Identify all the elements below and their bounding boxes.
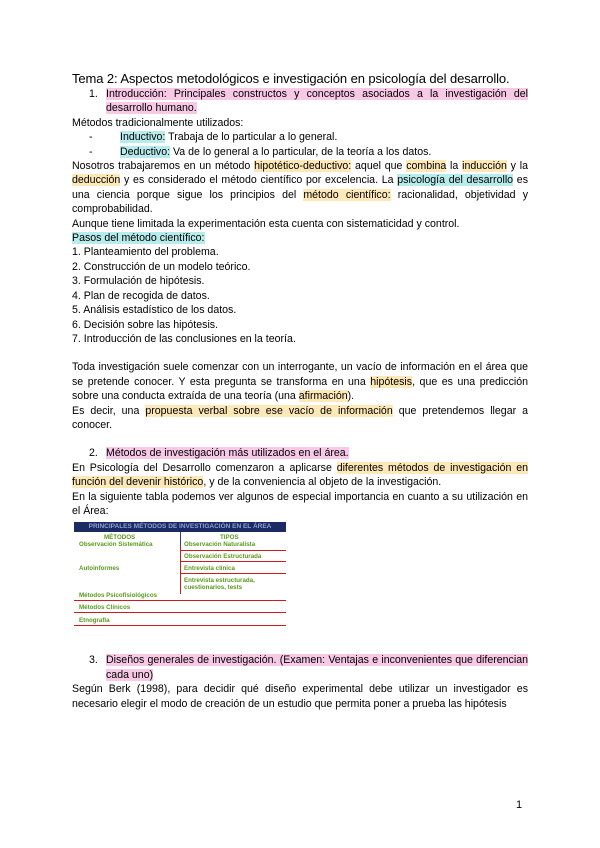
document-title: Tema 2: Aspectos metodológicos e investigación en psicología del desarrollo.	[72, 71, 510, 86]
section-2-number: 2.	[89, 447, 98, 460]
method-term: Deductivo:	[120, 145, 171, 158]
highlight-diferentes-metodos: diferentes métodos de investigación en función del devenir histórico	[72, 461, 528, 489]
dash-bullet: -	[89, 131, 93, 144]
document-page	[72, 70, 528, 711]
section-3-number: 3.	[89, 654, 98, 667]
table-cell-etnografia: Etnografía	[79, 617, 110, 625]
dash-bullet: -	[89, 145, 93, 158]
table-cell-obs-naturalista: Observación Naturalista	[184, 541, 256, 549]
paragraph-verbal-proposal: Es decir, una propuesta verbal sobre ese vacío de información que pretendemos llegar a conocer.	[72, 404, 528, 431]
table-cell-entrevista-estructurada: Entrevista estructurada,	[184, 577, 255, 585]
highlight-metodo-cientifico: método científico:	[303, 188, 391, 201]
methods-table-image	[74, 522, 286, 632]
list-item: 7. Introducción de las conclusiones en la teoría.	[72, 332, 296, 345]
table-cell-obs-sistematica: Observación Sistemática	[79, 541, 153, 549]
method-desc: Trabaja de lo particular a lo general.	[165, 131, 338, 144]
section-1-title: Introducción: Principales constructos y conceptos asociados a la investigación del desarrollo humano.	[106, 88, 528, 115]
list-item: 1. Planteamiento del problema.	[72, 246, 219, 259]
section-2-title: Métodos de investigación más utilizados en el área.	[106, 447, 349, 460]
highlight-hipotesis: hipótesis	[370, 375, 413, 388]
paragraph-berk: Según Berk (1998), para decidir qué diseño experimental debe utilizar un investigador es necesario elegir el modo de creación de un estudio que permita poner a prueba las hipótesis	[72, 683, 528, 710]
paragraph-methods-history: En Psicología del Desarrollo comenzaron a aplicarse diferentes métodos de investigación en función del devenir histórico, y de la conveniencia al objeto de la investigación.	[72, 461, 528, 489]
table-cell-entrevista-clinica: Entrevista clínica	[184, 565, 235, 573]
highlight-deduccion: deducción	[72, 174, 121, 187]
section-3-heading	[72, 653, 528, 682]
method-term: Inductivo:	[120, 131, 166, 144]
table-col-metodos: MÉTODOS	[104, 534, 136, 542]
table-cell-cuestionarios: cuestionarios, tests	[184, 584, 243, 592]
table-cell-autoinformes: Autoinformes	[79, 565, 120, 573]
section-3-title: Diseños generales de investigación. (Examen: Ventajas e inconvenientes que diferencian cada uno)	[106, 654, 528, 681]
method-item-inductive	[72, 130, 528, 144]
list-item: 2. Construcción de un modelo teórico.	[72, 260, 251, 273]
paragraph-hypothetico-deductive: Nosotros trabajaremos en un método hipotético-deductivo: aquel que combina la inducción y la deducción y es considerado el método científico por excelencia. La psicología del desarrollo es una ciencia porque sigue los principios del método científico: racionalidad, objetividad y comprobabilidad.	[72, 160, 529, 216]
list-item: 4. Plan de recogida de datos.	[72, 289, 210, 302]
paragraph-table-intro: En la siguiente tabla podemos ver algunos de especial importancia en cuanto a su utilización en el Área:	[72, 490, 528, 517]
section-1-heading	[72, 87, 528, 116]
paragraph-experimentation: Aunque tiene limitada la experimentación esta cuenta con sistematicidad y control.	[72, 217, 460, 230]
steps-heading: Pasos del método científico:	[72, 232, 205, 245]
table-cell-obs-estructurada: Observación Estructurada	[184, 553, 262, 561]
highlight-combina: combina	[406, 160, 447, 173]
highlight-induccion: inducción	[462, 160, 507, 173]
highlight-propuesta-verbal: propuesta verbal sobre ese vacío de información	[145, 404, 393, 417]
table-cell-psicofisiologicos: Métodos Psicofisiológicos	[79, 592, 158, 600]
method-desc: Va de lo general a lo particular, de la teoría a los datos.	[170, 145, 432, 158]
highlight-afirmacion: afirmación	[298, 390, 348, 403]
page-number: 1	[516, 799, 523, 811]
methods-intro: Métodos tradicionalmente utilizados:	[72, 116, 244, 129]
table-header: PRINCIPALES MÉTODOS DE INVESTIGACIÓN EN EL ÁREA	[74, 522, 286, 532]
section-2-heading	[72, 446, 528, 460]
highlight-psicologia-desarrollo: psicología del desarrollo	[397, 174, 514, 187]
steps-list	[72, 245, 528, 346]
table-col-tipos: TIPOS	[220, 534, 239, 542]
list-item: 6. Decisión sobre las hipótesis.	[72, 318, 219, 331]
paragraph-hypothesis: Toda investigación suele comenzar con un interrogante, un vacío de información en el área que se pretende conocer. Y esta pregunta se transforma en una hipótesis, que es una predicción sobre una conducta extraída de una teoría (una afirmación).	[72, 361, 529, 403]
section-1-number: 1.	[89, 88, 98, 100]
list-item: 3. Formulación de hipótesis.	[72, 275, 205, 288]
list-item: 5. Análisis estadístico de los datos.	[72, 304, 237, 317]
table-cell-clinicos: Métodos Clínicos	[79, 604, 131, 612]
highlight-hipotetico-deductivo: hipotético-deductivo:	[254, 160, 352, 173]
method-item-deductive	[72, 145, 528, 159]
